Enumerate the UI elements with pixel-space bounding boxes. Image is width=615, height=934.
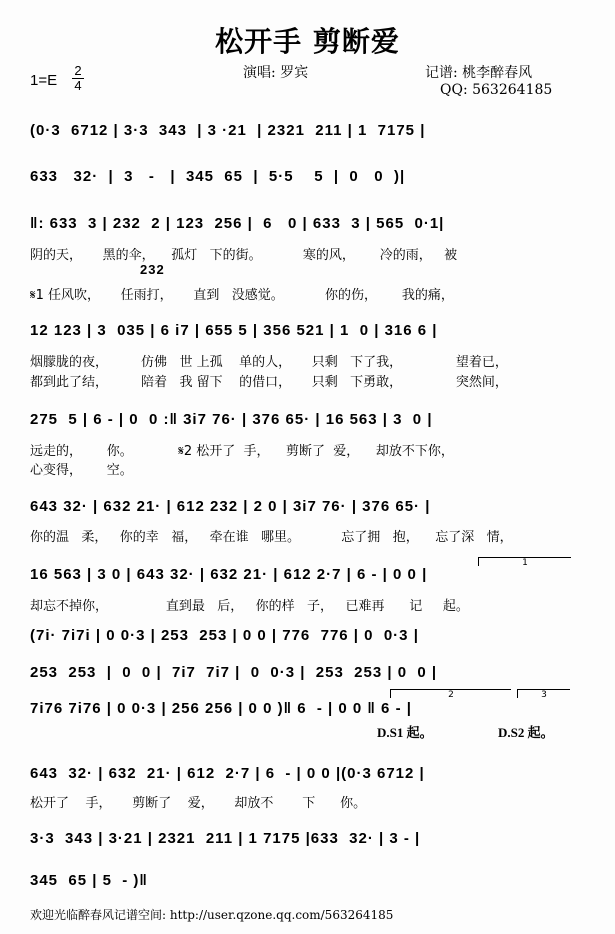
score-row-6: 643 32· | 632 21· | 612 232 | 2 0 | 3i7 76· | 376 65· | [30, 498, 431, 515]
alt-notes: 232 [140, 262, 165, 277]
score-row-13: 345 65 | 5 - )‖ [30, 872, 148, 889]
score-row-12: 3·3 343 | 3·21 | 2321 211 | 1 7175 |633 32· | 3 - | [30, 830, 421, 847]
lyric-row-5-verse-1: 远走的， 你。 𝄋2 松开了 手， 剪断了 爱， 却放不下你， [30, 444, 454, 459]
ds1-label: D.S1 起。 [377, 725, 433, 740]
volta-bracket-1: 1 [478, 557, 571, 566]
score-row-1: (0·3 6712 | 3·3 343 | 3 ·21 | 2321 211 | 1 7175 | [30, 122, 426, 139]
transcriber-credit: 记谱: 桃李醉春风 [425, 65, 533, 81]
lyric-row-7: 却忘不掉你， 直到最 后， 你的样 子， 已难再 记 起。 [30, 599, 469, 614]
volta-bracket-3: 3 [517, 689, 570, 698]
lyric-row-3-verse-1: 阴的天， 黑的伞， 孤灯 下的街。 寒的风， 冷的雨， 被 [30, 248, 458, 263]
lyric-row-6: 你的温 柔， 你的幸 福， 牵在谁 哪里。 忘了拥 抱， 忘了深 情， [30, 530, 513, 545]
score-row-5: 275 5 | 6 - | 0 0 :‖ 3i7 76· | 376 65· | 16 563 | 3 0 | [30, 411, 433, 428]
score-row-10: 7i76 7i76 | 0 0·3 | 256 256 | 0 0 )‖ 6 - | 0 0 ‖ 6 - | [30, 700, 412, 717]
lyric-row-4-verse-1: 烟朦胧的夜， 仿佛 世 上孤 单的人， 只剩 下了我， 望着已， [30, 355, 508, 370]
lyric-row-5-verse-2: 心变得， 空。 [30, 463, 133, 478]
score-row-11: 643 32· | 632 21· | 612 2·7 | 6 - | 0 0 |(0·3 6712 | [30, 765, 425, 782]
key-signature: 1=E [30, 72, 58, 89]
time-signature [72, 64, 84, 93]
score-row-3: ‖: 633 3 | 232 2 | 123 256 | 6 0 | 633 3 | 565 0·1| [30, 215, 445, 232]
ds2-label: D.S2 起。 [498, 725, 554, 740]
volta-bracket-2: 2 [390, 689, 511, 698]
score-row-7: 16 563 | 3 0 | 643 32· | 632 21· | 612 2·7 | 6 - | 0 0 | [30, 566, 428, 583]
qq-number: QQ: 563264185 [440, 82, 553, 98]
time-numerator: 2 [72, 64, 84, 79]
score-row-9: 253 253 | 0 0 | 7i7 7i7 | 0 0·3 | 253 253 | 0 0 | [30, 664, 438, 681]
score-row-8: (7i· 7i7i | 0 0·3 | 253 253 | 0 0 | 776 776 | 0 0·3 | [30, 627, 419, 644]
score-row-2: 633 32· | 3 - | 345 65 | 5·5 5 | 0 0 )| [30, 168, 406, 185]
lyric-row-11: 松开了 手， 剪断了 爱， 却放不 下 你。 [30, 796, 367, 811]
time-denominator: 4 [74, 78, 82, 93]
lyric-row-3-verse-2: 𝄋1 任风吹， 任雨打， 直到 没感觉。 你的伤， 我的痛， [30, 288, 454, 303]
singer-credit: 演唱: 罗宾 [243, 65, 309, 81]
song-title: 松开手 剪断爱 [215, 25, 400, 58]
footer-link-text: 欢迎光临醉春风记谱空间: http://user.qzone.qq.com/563264185 [30, 908, 394, 922]
score-row-4: 12 123 | 3 035 | 6 i7 | 655 5 | 356 521 | 1 0 | 316 6 | [30, 322, 438, 339]
lyric-row-4-verse-2: 都到此了结， 陪着 我 留下 的借口， 只剩 下勇敢， 突然间， [30, 375, 508, 390]
